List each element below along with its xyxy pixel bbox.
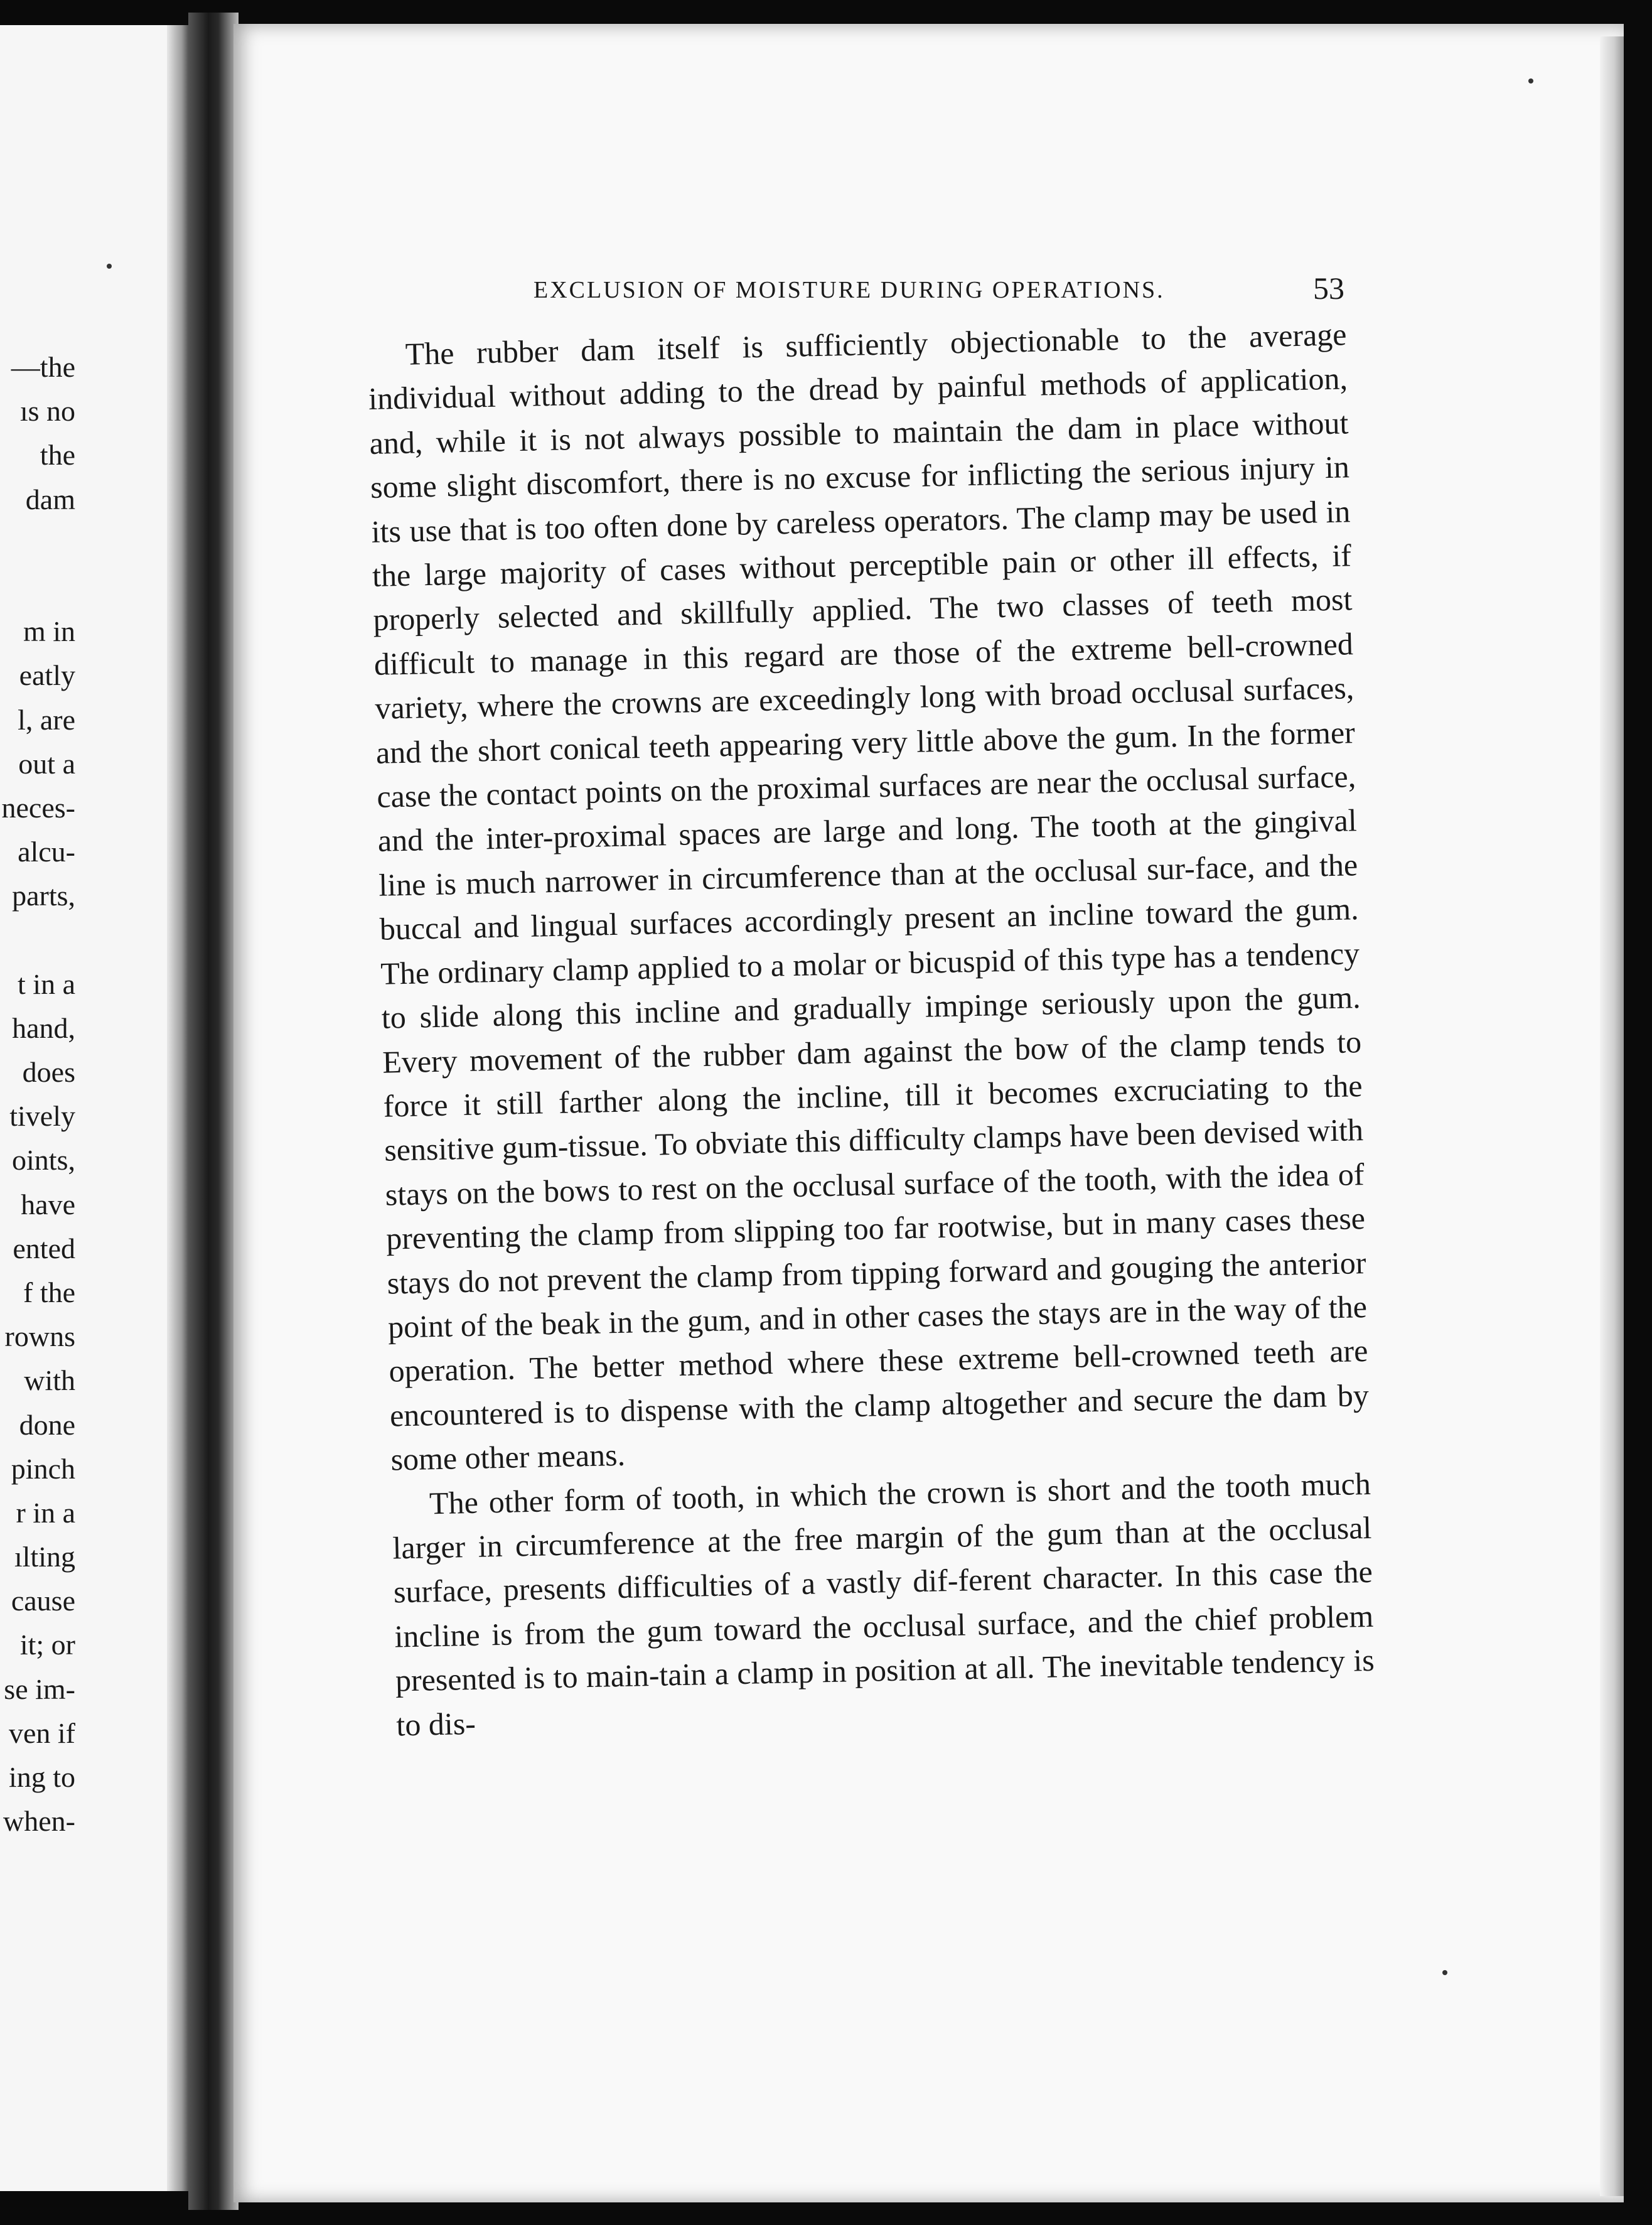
facing-page-line: with bbox=[24, 1364, 75, 1397]
facing-page-line: oints, bbox=[12, 1144, 75, 1177]
facing-page-line: f the bbox=[23, 1276, 75, 1308]
facing-page-line: neces- bbox=[1, 791, 75, 824]
facing-page-line: —the bbox=[11, 351, 75, 383]
facing-page-spine-shadow bbox=[167, 25, 188, 2191]
dust-speck bbox=[1442, 1970, 1447, 1975]
facing-page-line: pinch bbox=[11, 1452, 75, 1485]
paragraph: The rubber dam itself is sufficiently objectionable to the average individual without adding to the dread by painful methods of application, and, while it is not always possible to maintain the dam in place without some slight discomfort, there is no excuse for inflicting the serious injury in its use that is too often done by careless operators. The clamp may be used in the large majority of cases without perceptible pain or other ill effects, if properly selected and skillfully applied. The two classes of teeth most difficult to manage in this regard are those of the extreme bell-crowned variety, where the crowns are exceedingly long with broad occlusal surfaces, and the short conical teeth appearing very little above the gum. In the former case the contact points on the proximal surfaces are near the occlusal surface, and the inter-proximal spaces are large and long. The tooth at the gingival line is much narrower in circumference than at the occlusal sur-face, and the buccal and lingual surfaces accordingly present an incline toward the gum. The ordinary clamp applied to a molar or bicuspid of this type has a tendency to slide along this incline and gradually impinge seriously upon the gum. Every movement of the rubber dam against the bow of the clamp tends to force it still farther along the incline, till it becomes excruciating to the sensitive gum-tissue. To obviate this difficulty clamps have been devised with stays on the bows to rest on the occlusal surface of the tooth, with the idea of preventing the clamp from slipping too far rootwise, but in many cases these stays do not prevent the clamp from tipping forward and gouging the anterior point of the beak in the gum, and in other cases the stays are in the way of the operation. The better method where these extreme bell-crowned teeth are encountered is to dispense with the clamp altogether and secure the dam by some other means. bbox=[368, 316, 1370, 1477]
facing-page-line: ılting bbox=[14, 1541, 75, 1573]
facing-page-line bbox=[2, 522, 75, 566]
facing-page-line: out a bbox=[18, 747, 75, 780]
facing-page-line: r in a bbox=[16, 1496, 75, 1529]
facing-page-line: m in bbox=[23, 615, 75, 648]
facing-page-text bbox=[2, 345, 75, 1843]
paragraph: The other form of tooth, in which the crown is short and the tooth much larger in circumference at the free margin of the gum than at the occlusal surface, presents difficulties of a vastly dif-ferent character. In this case the incline is from the gum toward the occlusal surface, and the chief problem presented is to main-tain a clamp in position at all. The inevitable tendency is to dis- bbox=[392, 1465, 1375, 1743]
facing-page-line: done bbox=[19, 1408, 75, 1441]
facing-page-line: cause bbox=[11, 1585, 75, 1617]
facing-page-line: eatly bbox=[19, 659, 75, 692]
facing-page-line: the bbox=[40, 439, 75, 471]
facing-page-line: ing to bbox=[8, 1761, 75, 1793]
page-edge-shadow bbox=[1600, 36, 1624, 2196]
facing-page-line bbox=[2, 566, 75, 610]
facing-page-line: have bbox=[21, 1188, 75, 1220]
facing-page-line: hand, bbox=[12, 1011, 75, 1044]
facing-page-line: ıs no bbox=[19, 395, 75, 428]
facing-page bbox=[0, 25, 188, 2191]
body-text bbox=[367, 312, 1376, 1747]
facing-page-line: when- bbox=[3, 1805, 75, 1838]
facing-page-line bbox=[2, 918, 75, 962]
facing-page-line: parts, bbox=[12, 880, 75, 912]
facing-page-line: ven if bbox=[8, 1716, 75, 1749]
facing-page-line: se im- bbox=[4, 1673, 75, 1705]
book-gutter bbox=[188, 13, 239, 2210]
facing-page-line: dam bbox=[25, 483, 75, 515]
dust-speck bbox=[107, 264, 112, 269]
facing-page-line: rowns bbox=[4, 1320, 75, 1353]
facing-page-line: ented bbox=[13, 1232, 75, 1264]
facing-page-line: does bbox=[22, 1056, 75, 1088]
running-head: EXCLUSION OF MOISTURE DURING OPERATIONS. bbox=[534, 277, 1165, 303]
dust-speck bbox=[1528, 78, 1533, 84]
facing-page-line: l, are bbox=[18, 703, 75, 736]
facing-page-line: tively bbox=[9, 1100, 75, 1133]
page-number: 53 bbox=[1313, 271, 1344, 306]
facing-page-line: alcu- bbox=[18, 836, 75, 868]
facing-page-line: it; or bbox=[19, 1629, 75, 1661]
facing-page-line: t in a bbox=[18, 967, 75, 1000]
